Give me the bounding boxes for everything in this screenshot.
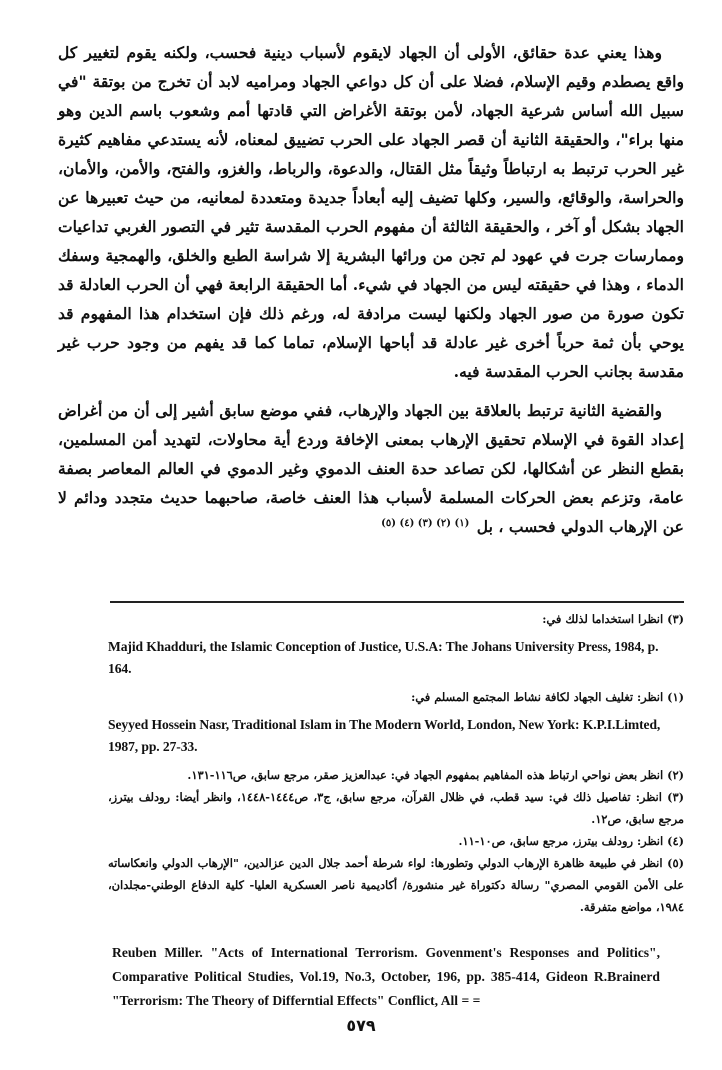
footnote-mark-4: (٤) xyxy=(399,517,415,529)
footnote-4: (٤) انظر: رودلف بيترز، مرجع سابق، ص١٠-١١. xyxy=(458,834,684,848)
page-number: ٥٧٩ xyxy=(346,1016,376,1035)
footnote-divider xyxy=(110,601,684,603)
footnotes xyxy=(108,608,684,918)
footnote-5: (٥) انظر في طبيعة ظاهرة الإرهاب الدولي وتطورها: لواء شرطة أحمد جلال الدين عزالدين، "الإرهاب الدولي وانعكاساته على الأمن القومي المصري" رسالة دكتوراة غير منشورة/ أكاديمية ناصر العسكرية العليا- كلية الدفاع الوطني-مجلدان، ١٩٨٤، مواضع متفرقة. xyxy=(108,856,684,914)
footnote-mark-3: (٣) xyxy=(417,517,433,529)
footnote-3-heading: (٣) انظرا استخداما لذلك في: xyxy=(542,612,684,626)
body-paragraph-2: والقضية الثانية ترتبط بالعلاقة بين الجهاد والإرهاب، ففي موضع سابق أشير إلى أن من أغراض إعداد القوة في الإسلام تحقيق الإرهاب بمعنى الإخافة وردع أية محاولات، لتهديد أمن المسلمين، بقطع النظر عن أشكالها، لكن تصاعد حدة العنف الدموي وغير الدموي في العالم المعاصر بصفة عامة، وتزعم بعض الحركات المسلمة لأسباب هذا العنف خاصة، صاحبهما حديث متجدد ودائم لا عن الإرهاب الدولي فحسب ، بل $^{(١) (٢) (٣) (٤) (٥)}$ xyxy=(58,401,684,536)
footnote-3b: (٣) انظر: تفاصيل ذلك في: سيد قطب، في ظلال القرآن، مرجع سابق، ج٣، ص١٤٤٤-١٤٤٨، وانظر أيضا: رودلف بيترز، مرجع سابق، ص١٢. xyxy=(108,790,685,826)
body-paragraph-1: وهذا يعني عدة حقائق، الأولى أن الجهاد لايقوم لأسباب دينية فحسب، ولكنه يقوم لتغيير كل واقع يصطدم وقيم الإسلام، فضلا على أن كل دواعي الجهاد ومراميه لابد أن تخرج من بوتقة "في سبيل الله أساس شرعية الجهاد، لأمن بوتقة الأغراض التي قادتها أمم وشعوب باسم الدين وهو منها براء"، والحقيقة الثانية أن قصر الجهاد على الحرب تضييق لمعناه، لأنه يستدعي مفاهيم كثيرة غير الحرب ترتبط به ارتباطاً وثيقاً مثل القتال، والدعوة، والرباط، والغزو، والفتح، والأمن، والأمان، والحراسة، والوقائع، والسير، وكلها تضيف إليه أبعاداً جديدة ومتعددة لمعانيه، من حيث تعبيرها عن الجهاد بشكل أو آخر ، والحقيقة الثالثة أن مفهوم الحرب المقدسة تثير في التصور الغربي تداعيات وممارسات جرت في عهود لم تجن من ورائها البشرية إلا شراسة الطبع والخلق، والهمجية وسفك الدماء ، وهذا في حقيقته ليس من الجهاد في شيء. أما الحقيقة الرابعة فهي أن الحرب العادلة قد تكون صورة من صور الجهاد ولكنها ليست مرادفة له، ورغم ذلك فإن استخدام هذا المفهوم قد يوحي بأن ثمة حرباً أخرى غير عادلة قد أباحها الإسلام، تماما كما قد يفهم من وجود حرب غير مقدسة بجانب الحرب المقدسة فيه. xyxy=(58,43,684,381)
footnote-mark-2: (٢) xyxy=(436,517,451,529)
footnote-2: (٢) انظر بعض نواحي ارتباط هذه المفاهيم بمفهوم الجهاد في: عبدالعزيز صقر، مرجع سابق، ص١١٦-١٣١. xyxy=(187,768,684,782)
footnote-mark-5: (٥) xyxy=(381,517,396,529)
footnote-1-heading: (١) انظر: تغليف الجهاد لكافة نشاط المجتمع المسلم في: xyxy=(411,690,684,704)
footnote-1-reference: Seyyed Hossein Nasr, Traditional Islam in The Modern World, London, New York: K.P.I.Limted, 1987, pp. 27-33. xyxy=(108,717,661,754)
footnote-5-reference: Reuben Miller. "Acts of International Terrorism. Govenment's Responses and Politics", Comparative Political Studies, Vol.19, No.3, October, 196, pp. 385-414, Gideon R.Brainerd "Terrorism: The Theory of Differntial Effects" Conflict, All = = xyxy=(112,945,660,1008)
footnote-3-reference: Majid Khadduri, the Islamic Conception of Justice, U.S.A: The Johans University Press, 1984, p. 164. xyxy=(108,639,659,676)
footnote-marks xyxy=(381,518,473,529)
main-text xyxy=(58,38,684,541)
footnote-mark-1: (١) xyxy=(454,517,470,529)
